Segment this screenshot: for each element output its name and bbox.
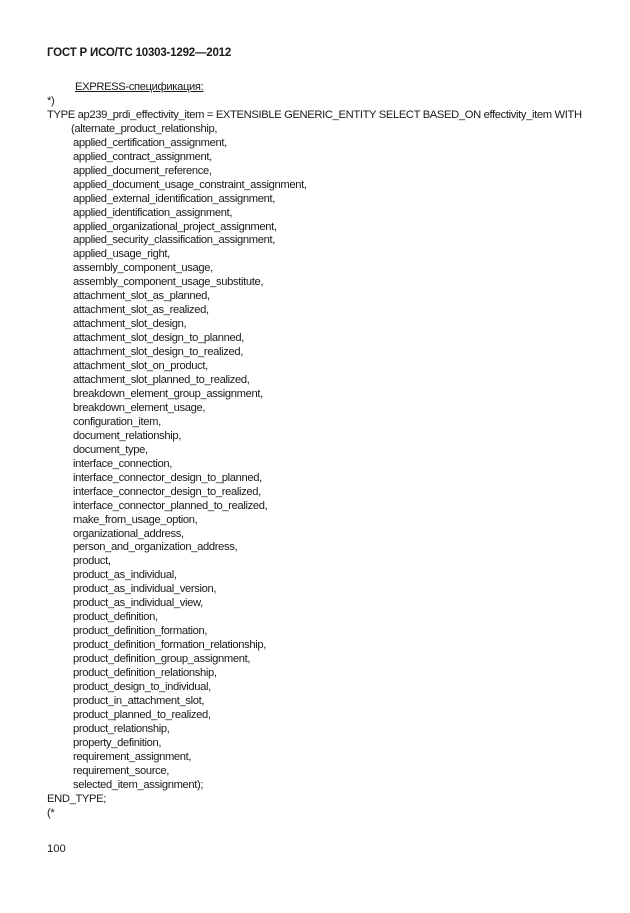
select-item: product_definition_formation, [73, 625, 208, 638]
select-item: requirement_source, [73, 764, 169, 777]
select-item: attachment_slot_as_planned, [73, 290, 210, 303]
select-item: breakdown_element_usage, [73, 401, 206, 414]
select-item: product_definition_relationship, [73, 667, 217, 680]
select-item: product_relationship, [73, 722, 170, 735]
select-item: applied_organizational_project_assignment, [73, 220, 277, 233]
express-specification [47, 81, 607, 821]
page-number: 100 [47, 843, 66, 855]
select-item: document_type, [73, 443, 148, 456]
select-item: product_as_individual_version, [73, 583, 217, 596]
select-item: product_design_to_individual, [73, 680, 211, 693]
select-item: person_and_organization_address, [73, 541, 238, 554]
select-item: requirement_assignment, [73, 750, 192, 763]
select-item: make_from_usage_option, [73, 513, 198, 526]
select-item: attachment_slot_as_realized, [73, 304, 209, 317]
select-item: applied_document_usage_constraint_assignment, [73, 178, 307, 191]
select-item: breakdown_element_group_assignment, [73, 387, 263, 400]
select-item: applied_certification_assignment, [73, 136, 227, 149]
type-declaration: TYPE ap239_prdi_effectivity_item = EXTENSIBLE GENERIC_ENTITY SELECT BASED_ON effectivity_item WITH [47, 108, 582, 121]
select-item: selected_item_assignment); [73, 778, 204, 791]
end-type: END_TYPE; [47, 792, 107, 805]
select-item: product_definition_formation_relationship, [73, 639, 267, 652]
select-item: attachment_slot_design, [73, 318, 187, 331]
select-item: product, [73, 555, 111, 568]
type-first-item: (alternate_product_relationship, [71, 122, 218, 135]
select-item: assembly_component_usage_substitute, [73, 276, 264, 289]
select-item: applied_security_classification_assignment, [73, 234, 275, 247]
select-item: applied_contract_assignment, [73, 150, 212, 163]
select-item: applied_document_reference, [73, 164, 212, 177]
select-item: attachment_slot_planned_to_realized, [73, 374, 250, 387]
select-item: attachment_slot_design_to_planned, [73, 332, 244, 345]
select-item: product_as_individual_view, [73, 597, 203, 610]
select-item: interface_connection, [73, 457, 173, 470]
select-item: product_definition, [73, 611, 158, 624]
select-item: product_planned_to_realized, [73, 708, 211, 721]
select-item: document_relationship, [73, 429, 181, 442]
select-item: assembly_component_usage, [73, 262, 213, 275]
select-item: applied_external_identification_assignment, [73, 192, 276, 205]
comment-close: *) [47, 94, 55, 107]
select-item: interface_connector_design_to_planned, [73, 471, 262, 484]
comment-open: (* [47, 806, 55, 819]
select-item: product_in_attachment_slot, [73, 694, 205, 707]
select-item: organizational_address, [73, 527, 184, 540]
select-item: interface_connector_design_to_realized, [73, 485, 261, 498]
select-item: attachment_slot_on_product, [73, 360, 208, 373]
document-header: ГОСТ Р ИСО/ТС 10303-1292—2012 [47, 47, 232, 59]
select-items-list [47, 137, 607, 793]
select-item: configuration_item, [73, 415, 161, 428]
select-item: product_as_individual, [73, 569, 177, 582]
select-item: applied_usage_right, [73, 248, 170, 261]
select-item: interface_connector_planned_to_realized, [73, 499, 268, 512]
select-item: product_definition_group_assignment, [73, 653, 251, 666]
spec-title: EXPRESS-спецификация: [75, 81, 204, 93]
select-item: property_definition, [73, 736, 162, 749]
select-item: applied_identification_assignment, [73, 206, 233, 219]
select-item: attachment_slot_design_to_realized, [73, 346, 243, 359]
